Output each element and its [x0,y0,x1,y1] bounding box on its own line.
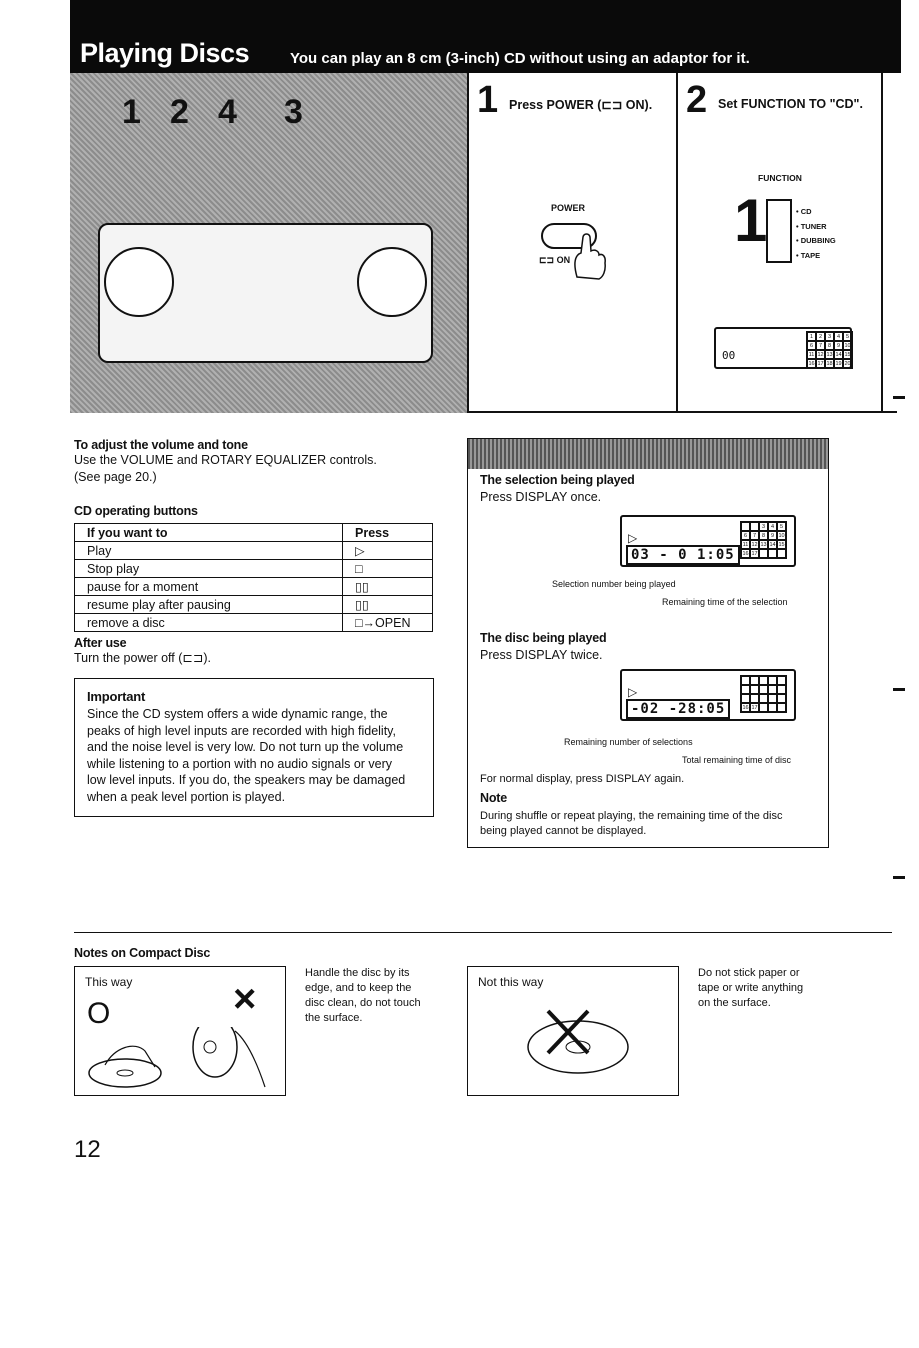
grid-cell: 15 [778,542,785,548]
handle-line: disc clean, do not touch [305,997,421,1009]
lcd-disc-display [620,669,796,721]
grid-cell: 11 [808,352,815,358]
step-2-text: Set FUNCTION TO "CD". [718,97,863,111]
grid-cell [759,549,768,558]
grid-cell [777,694,786,703]
grid-cell [741,522,750,531]
handle-line: the surface. [305,1012,363,1024]
grid-cell: 13 [826,352,833,358]
table-cell: □→OPEN [343,614,433,632]
table-cell: remove a disc [75,614,343,632]
table-cell: ▷ [343,542,433,560]
table-header-row [75,524,433,542]
important-line: peaks of high level inputs are recorded with high fidelity, [87,723,396,738]
table-cell: ▯▯ [343,596,433,614]
disc-handling-icon [85,1027,275,1093]
function-switch-illustration [766,199,792,263]
grid-cell: 19 [835,361,842,367]
table-cell: resume play after pausing [75,596,343,614]
grid-cell: 4 [834,332,843,341]
grid-cell: 20 [844,361,851,367]
selection-text: Press DISPLAY once. [480,490,602,504]
stereo-illustration [98,223,433,363]
function-option: • TAPE [796,250,821,260]
page-header [70,0,901,73]
left-speaker [104,247,174,317]
divider [467,411,897,413]
note-line: During shuffle or repeat playing, the remaining time of the disc [480,810,783,822]
page-number: 12 [74,1136,101,1163]
grid-cell: 14 [769,542,776,548]
grid-cell: 14 [835,352,842,358]
function-option: • DUBBING [796,236,836,245]
no-paper-line: Do not stick paper or [698,967,800,979]
step-2-number: 2 [686,79,708,121]
track-grid [806,331,853,369]
note-heading: Note [480,791,507,805]
handle-line: edge, and to keep the [305,982,412,994]
grid-cell: 5 [777,522,786,531]
callout-3: 3 [284,93,303,131]
margin-mark [893,396,905,399]
grid-cell: 17 [751,705,758,711]
cd-buttons-heading: CD operating buttons [74,504,198,518]
grid-cell: 3 [825,332,834,341]
notes-heading: Notes on Compact Disc [74,946,211,960]
important-heading: Important [87,689,146,704]
grid-cell: 11 [742,542,749,548]
step-1-panel [467,73,676,413]
grid-cell [768,703,777,712]
important-line: when a peak level portion is played. [87,789,286,804]
grid-cell: 10 [778,533,785,539]
table-header: Press [343,524,433,542]
function-option: • CD [796,207,812,216]
grid-cell: 12 [817,352,824,358]
function-digit: 1 [734,187,768,254]
grid-cell: 16 [808,361,815,367]
grid-cell: 8 [825,341,834,350]
function-option: • TUNER [796,221,827,231]
lcd-selection-display [620,515,796,567]
grid-cell [777,676,786,685]
step-1-number: 1 [477,79,499,121]
important-box [74,678,434,817]
play-icon: ▷ [628,685,638,699]
grid-cell [768,676,777,685]
grid-cell [750,522,759,531]
caption-remaining-number: Remaining number of selections [564,737,693,747]
handle-note [305,966,421,1026]
grid-cell [768,549,777,558]
volume-reference: (See page 20.) [74,470,157,484]
grid-cell [741,694,750,703]
table-cell: ▯▯ [343,578,433,596]
table-row [75,578,433,596]
this-way-label: This way [85,975,133,989]
margin-mark [893,688,905,691]
table-cell: □ [343,560,433,578]
on-label: ⊏⊐ ON [539,255,571,265]
caption-selection-number: Selection number being played [552,579,676,589]
page-title: Playing Discs [80,38,250,68]
selection-heading: The selection being played [480,473,635,487]
table-row [75,614,433,632]
table-cell: pause for a moment [75,578,343,596]
grid-cell: 6 [741,531,750,540]
this-way-illustration [74,966,286,1096]
margin-mark [893,876,905,879]
important-line: and the noise level is very low. Do not turn up the volume [87,740,404,754]
volume-heading: To adjust the volume and tone [74,438,248,452]
lcd-digits: 03 - 0 1:05 [626,545,740,565]
track-grid [740,521,787,559]
table-row [75,542,433,560]
grid-cell [777,703,786,712]
grid-cell: 12 [751,542,758,548]
after-use-text: Turn the power off (⊏⊐). [74,651,211,665]
grid-cell: 1 [807,332,816,341]
section-divider [74,932,892,933]
no-paper-note [698,966,803,1011]
grid-cell: 16 [742,551,749,557]
table-row [75,596,433,614]
disc-text: Press DISPLAY twice. [480,648,603,662]
grid-cell [750,685,759,694]
grid-cell: 15 [844,352,851,358]
callout-2: 2 [170,93,189,131]
crossed-disc-icon [508,997,638,1087]
grid-cell [768,694,777,703]
no-paper-line: tape or write anything [698,982,804,994]
grid-cell: 8 [759,531,768,540]
disc-heading: The disc being played [480,631,607,645]
step-1-text: Press POWER (⊏⊐ ON). [509,98,653,112]
grid-cell [741,676,750,685]
track-grid [740,675,787,713]
grid-cell [750,676,759,685]
volume-text: Use the VOLUME and ROTARY EQUALIZER controls. [74,453,377,467]
grid-cell: 9 [834,341,843,350]
no-paper-line: on the surface. [698,997,771,1009]
table-cell: Play [75,542,343,560]
important-line: while listening to a portion with no audio signals or very [87,756,393,771]
grid-cell: 4 [768,522,777,531]
grid-cell: 3 [759,522,768,531]
grid-cell [759,703,768,712]
hand-pointer-icon [569,233,609,281]
grid-cell: 6 [807,341,816,350]
grid-cell: 9 [768,531,777,540]
display-panel [467,438,829,848]
not-this-way-label: Not this way [478,975,544,989]
grid-cell [777,685,786,694]
grid-cell: 17 [817,361,824,367]
grid-cell: 7 [750,531,759,540]
grid-cell: 7 [816,341,825,350]
caption-remaining-selection: Remaining time of the selection [662,597,788,607]
power-label: POWER [551,203,586,213]
grid-cell: 17 [751,551,758,557]
lcd-digits: -02 -28:05 [626,699,730,719]
normal-display-text: For normal display, press DISPLAY again. [480,773,685,785]
table-row [75,560,433,578]
function-options [796,205,836,263]
play-icon: ▷ [628,531,638,545]
after-use-heading: After use [74,636,127,650]
grid-cell: 5 [843,332,852,341]
function-label: FUNCTION [758,173,802,183]
callout-4: 4 [218,93,237,131]
cd-buttons-table [74,523,433,632]
not-this-way-illustration [467,966,679,1096]
caption-total-remaining: Total remaining time of disc [682,755,792,765]
important-line: low level inputs. If you do, the speakers may be damaged [87,773,406,787]
grid-cell: 18 [826,361,833,367]
panel-banner [468,439,828,469]
lcd-display [714,327,852,369]
grid-cell [750,694,759,703]
ok-mark: O [87,997,111,1030]
grid-cell [777,549,786,558]
note-line: being played cannot be displayed. [480,825,647,837]
callout-1: 1 [122,93,141,131]
grid-cell: 13 [760,542,767,548]
no-mark: × [233,977,257,1021]
grid-cell: 2 [816,332,825,341]
volume-section [74,438,436,486]
grid-cell: 10 [844,343,851,349]
table-header: If you want to [75,524,343,542]
stereo-photo [70,73,467,413]
important-line: Since the CD system offers a wide dynamic range, the [87,707,388,721]
grid-cell [759,676,768,685]
after-use-section [74,636,211,667]
grid-cell: 16 [742,705,749,711]
lcd-digits: 00 [722,349,736,362]
grid-cell [759,694,768,703]
grid-cell [741,685,750,694]
step-2-panel [676,73,883,413]
handle-line: Handle the disc by its [305,967,410,979]
page-subtitle: You can play an 8 cm (3-inch) CD without using an adaptor for it. [290,50,750,67]
table-cell: Stop play [75,560,343,578]
grid-cell [768,685,777,694]
right-speaker [357,247,427,317]
grid-cell [759,685,768,694]
